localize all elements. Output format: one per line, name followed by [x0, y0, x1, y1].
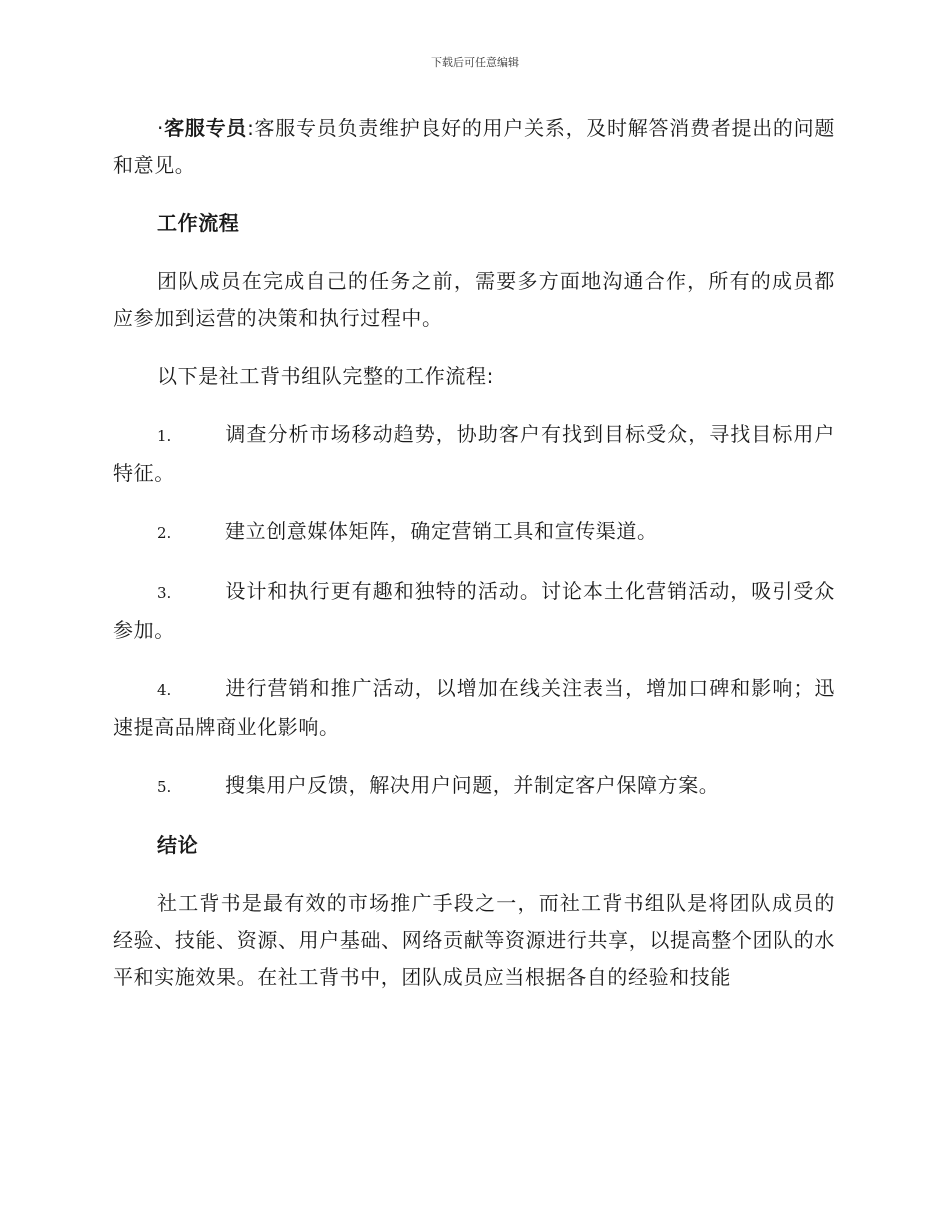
list-item — [113, 670, 835, 746]
list-text: 设计和执行更有趣和独特的活动。讨论本土化营销活动，吸引受众参加。 — [113, 579, 835, 642]
workflow-paragraph-1: 团队成员在完成自己的任务之前，需要多方面地沟通合作，所有的成员都应参加到运营的决策和执行过程中。 — [113, 269, 835, 330]
list-number: 4. — [157, 681, 172, 699]
list-number: 3. — [157, 584, 172, 602]
customer-service-paragraph — [113, 110, 835, 184]
list-item — [113, 513, 835, 552]
conclusion-paragraph: 社工背书是最有效的市场推广手段之一，而社工背书组队是将团队成员的经验、技能、资源、用户基础、网络贡献等资源进行共享，以提高整个团队的水平和实施效果。在社工背书中，团队成员应当根据各自的经验和技能 — [113, 891, 835, 989]
list-number: 2. — [157, 524, 172, 542]
section-heading-conclusion: 结论 — [157, 833, 199, 857]
list-text: 调查分析市场移动趋势，协助客户有找到目标受众，寻找目标用户特征。 — [113, 422, 835, 485]
list-item — [113, 767, 835, 806]
list-item — [113, 573, 835, 649]
list-number: 5. — [157, 778, 172, 796]
term-label: 客服专员 — [163, 116, 248, 140]
list-text: 进行营销和推广活动，以增加在线关注表当，增加口碑和影响；迅速提高品牌商业化影响。 — [113, 676, 835, 739]
list-item — [113, 416, 835, 492]
document-body — [113, 110, 835, 996]
page-header: 下载后可任意编辑 — [431, 56, 519, 69]
workflow-paragraph-2: 以下是社工背书组队完整的工作流程: — [157, 364, 494, 388]
list-text: 搜集用户反馈，解决用户问题，并制定客户保障方案。 — [225, 773, 720, 797]
list-number: 1. — [157, 427, 172, 445]
list-text: 建立创意媒体矩阵，确定营销工具和宣传渠道。 — [225, 519, 658, 543]
bullet-marker: · — [157, 116, 164, 140]
term-description: :客服专员负责维护良好的用户关系，及时解答消费者提出的问题和意见。 — [113, 116, 836, 177]
section-heading-workflow: 工作流程 — [157, 211, 240, 235]
